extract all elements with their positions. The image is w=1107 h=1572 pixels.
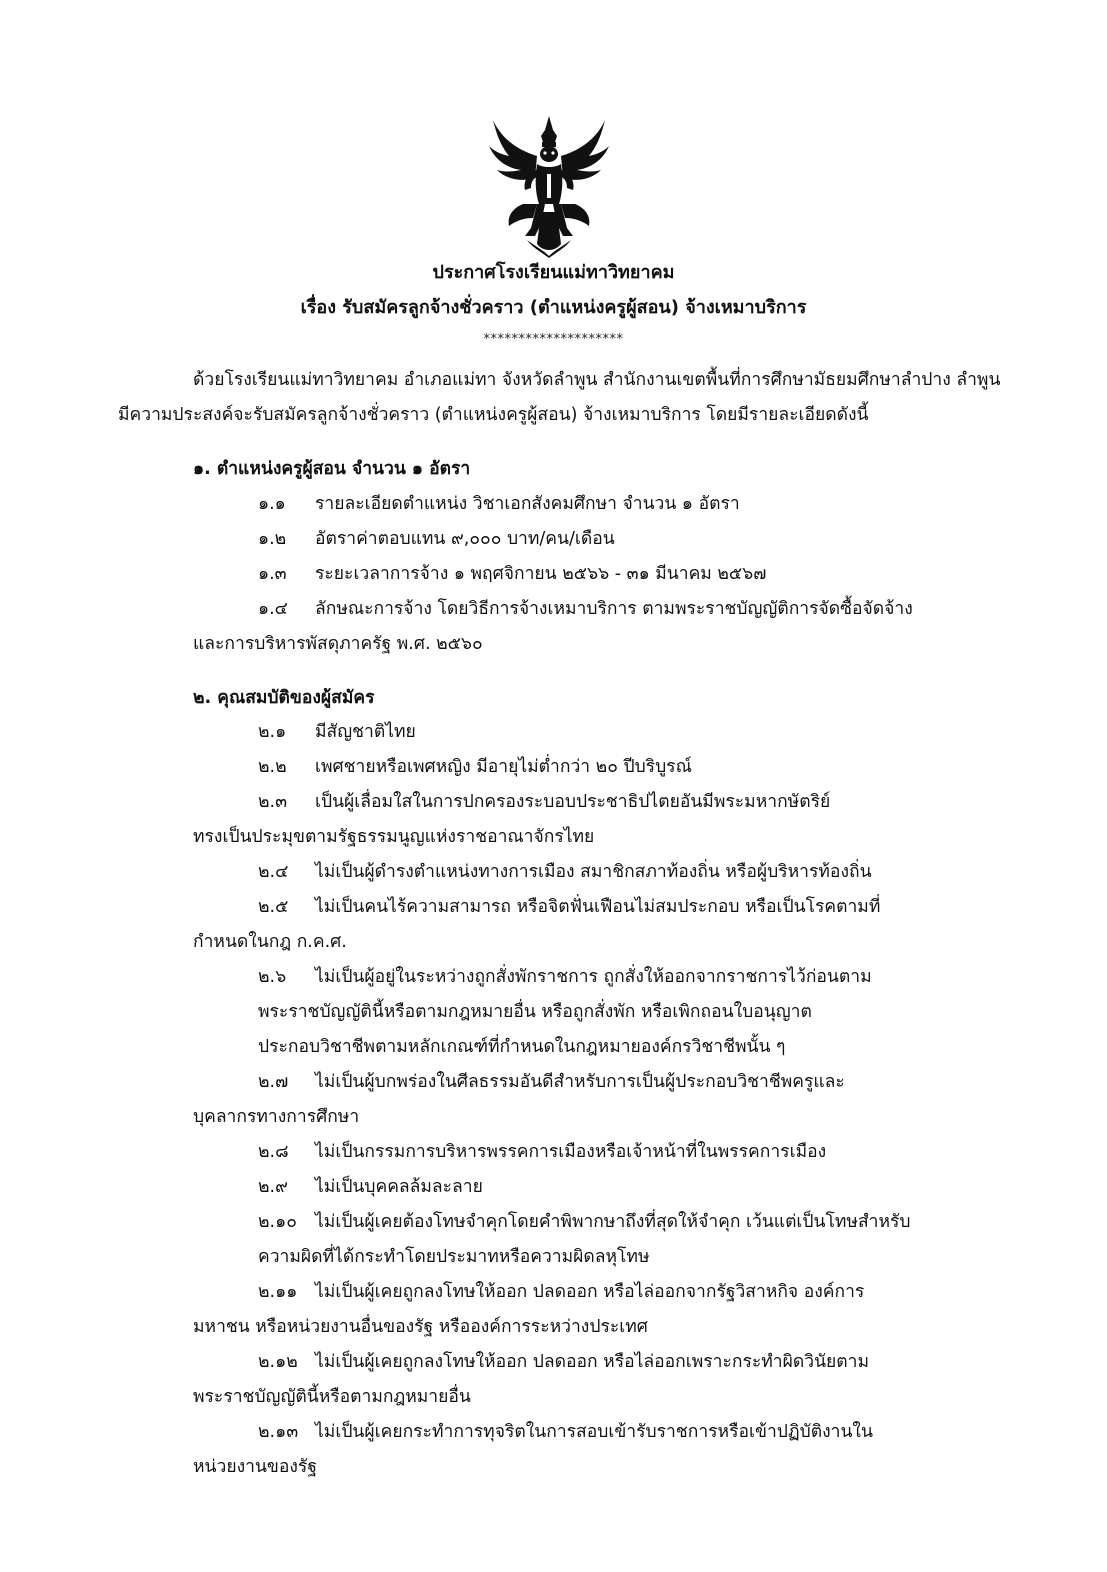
item-number: ๒.๙ bbox=[258, 1177, 288, 1197]
item-continuation: พระราชบัญญัตินี้หรือตามกฎหมายอื่น หรือถูกสั่งพัก หรือเพิกถอนใบอนุญาต bbox=[258, 1002, 812, 1022]
item-text: มีสัญชาติไทย bbox=[315, 722, 416, 742]
item-text: อัตราค่าตอบแทน ๙,๐๐๐ บาท/คน/เดือน bbox=[315, 529, 615, 549]
intro-line-2: มีความประสงค์จะรับสมัครลูกจ้างชั่วคราว (ตำแหน่งครูผู้สอน) จ้างเหมาบริการ โดยมีรายละเอียดดังนี้ bbox=[118, 405, 869, 425]
item-continuation: มหาชน หรือหน่วยงานอื่นของรัฐ หรือองค์การระหว่างประเทศ bbox=[193, 1317, 648, 1337]
item-text: รายละเอียดตำแหน่ง วิชาเอกสังคมศึกษา จำนวน ๑ อัตรา bbox=[315, 494, 740, 514]
item-continuation: ทรงเป็นประมุขตามรัฐธรรมนูญแห่งราชอาณาจักรไทย bbox=[193, 827, 595, 847]
item-number: ๒.๔ bbox=[258, 862, 289, 882]
item-text: ไม่เป็นกรรมการบริหารพรรคการเมืองหรือเจ้าหน้าที่ในพรรคการเมือง bbox=[315, 1142, 827, 1162]
item-text: ลักษณะการจ้าง โดยวิธีการจ้างเหมาบริการ ตามพระราชบัญญัติการจัดซื้อจัดจ้าง bbox=[315, 599, 913, 619]
item-continuation: ประกอบวิชาชีพตามหลักเกณฑ์ที่กำหนดในกฎหมายองค์กรวิชาชีพนั้น ๆ bbox=[258, 1037, 786, 1057]
item-number: ๒.๕ bbox=[258, 897, 289, 917]
item-text: ไม่เป็นผู้เคยถูกลงโทษให้ออก ปลดออก หรือไล่ออกเพราะกระทำผิดวินัยตาม bbox=[315, 1352, 870, 1372]
announcement-subject: เรื่อง รับสมัครลูกจ้างชั่วคราว (ตำแหน่งครูผู้สอน) จ้างเหมาบริการ bbox=[300, 297, 807, 318]
item-continuation: หน่วยงานของรัฐ bbox=[193, 1457, 317, 1477]
item-number: ๒.๘ bbox=[258, 1142, 289, 1162]
item-number: ๒.๑๓ bbox=[258, 1422, 299, 1442]
item-number: ๒.๑๐ bbox=[258, 1212, 297, 1232]
item-number: ๑.๑ bbox=[258, 494, 286, 514]
item-text: ไม่เป็นคนไร้ความสามารถ หรือจิตฟั่นเฟือนไม่สมประกอบ หรือเป็นโรคตามที่ bbox=[315, 897, 881, 917]
item-number: ๑.๔ bbox=[258, 599, 288, 619]
item-number: ๒.๖ bbox=[258, 967, 287, 987]
garuda-emblem-icon bbox=[487, 112, 612, 258]
item-continuation: กำหนดในกฎ ก.ค.ศ. bbox=[193, 932, 347, 952]
item-number: ๑.๒ bbox=[258, 529, 287, 549]
item-text: เพศชายหรือเพศหญิง มีอายุไม่ต่ำกว่า ๒๐ ปีบริบูรณ์ bbox=[315, 757, 692, 777]
item-text: ไม่เป็นผู้อยู่ในระหว่างถูกสั่งพักราชการ ถูกสั่งให้ออกจากราชการไว้ก่อนตาม bbox=[315, 967, 872, 987]
item-text: ระยะเวลาการจ้าง ๑ พฤศจิกายน ๒๕๖๖ - ๓๑ มีนาคม ๒๕๖๗ bbox=[315, 564, 767, 584]
item-number: ๒.๒ bbox=[258, 757, 287, 777]
item-number: ๒.๑๑ bbox=[258, 1282, 298, 1302]
item-continuation: และการบริหารพัสดุภาครัฐ พ.ศ. ๒๕๖๐ bbox=[193, 634, 483, 654]
section-2-heading: ๒. คุณสมบัติของผู้สมัคร bbox=[193, 688, 375, 708]
item-continuation: บุคลากรทางการศึกษา bbox=[193, 1107, 360, 1127]
divider-stars: ******************** bbox=[483, 332, 624, 347]
intro-line-1: ด้วยโรงเรียนแม่ทาวิทยาคม อำเภอแม่ทา จังหวัดลำพูน สำนักงานเขตพื้นที่การศึกษามัธยมศึกษาลำปาง ลำพูน bbox=[193, 370, 1001, 390]
item-number: ๒.๓ bbox=[258, 792, 288, 812]
item-text: เป็นผู้เลื่อมใสในการปกครองระบอบประชาธิปไตยอันมีพระมหากษัตริย์ bbox=[315, 792, 831, 812]
item-number: ๒.๗ bbox=[258, 1072, 289, 1092]
section-1-heading: ๑. ตำแหน่งครูผู้สอน จำนวน ๑ อัตรา bbox=[193, 459, 471, 479]
announcement-title: ประกาศโรงเรียนแม่ทาวิทยาคม bbox=[432, 262, 675, 283]
item-text: ไม่เป็นผู้เคยต้องโทษจำคุกโดยคำพิพากษาถึงที่สุดให้จำคุก เว้นแต่เป็นโทษสำหรับ bbox=[315, 1212, 911, 1232]
item-continuation: พระราชบัญญัตินี้หรือตามกฎหมายอื่น bbox=[193, 1387, 471, 1407]
item-text: ไม่เป็นผู้ดำรงตำแหน่งทางการเมือง สมาชิกสภาท้องถิ่น หรือผู้บริหารท้องถิ่น bbox=[315, 862, 872, 882]
item-number: ๒.๑๒ bbox=[258, 1352, 298, 1372]
item-text: ไม่เป็นบุคคลล้มละลาย bbox=[315, 1177, 483, 1197]
item-text: ไม่เป็นผู้บกพร่องในศีลธรรมอันดีสำหรับการเป็นผู้ประกอบวิชาชีพครูและ bbox=[315, 1072, 845, 1092]
item-number: ๑.๓ bbox=[258, 564, 287, 584]
item-number: ๒.๑ bbox=[258, 722, 287, 742]
item-text: ไม่เป็นผู้เคยถูกลงโทษให้ออก ปลดออก หรือไล่ออกจากรัฐวิสาหกิจ องค์การ bbox=[315, 1282, 865, 1302]
item-text: ไม่เป็นผู้เคยกระทำการทุจริตในการสอบเข้ารับราชการหรือเข้าปฏิบัติงานใน bbox=[315, 1422, 873, 1442]
item-continuation: ความผิดที่ได้กระทำโดยประมาทหรือความผิดลหุโทษ bbox=[258, 1247, 650, 1267]
